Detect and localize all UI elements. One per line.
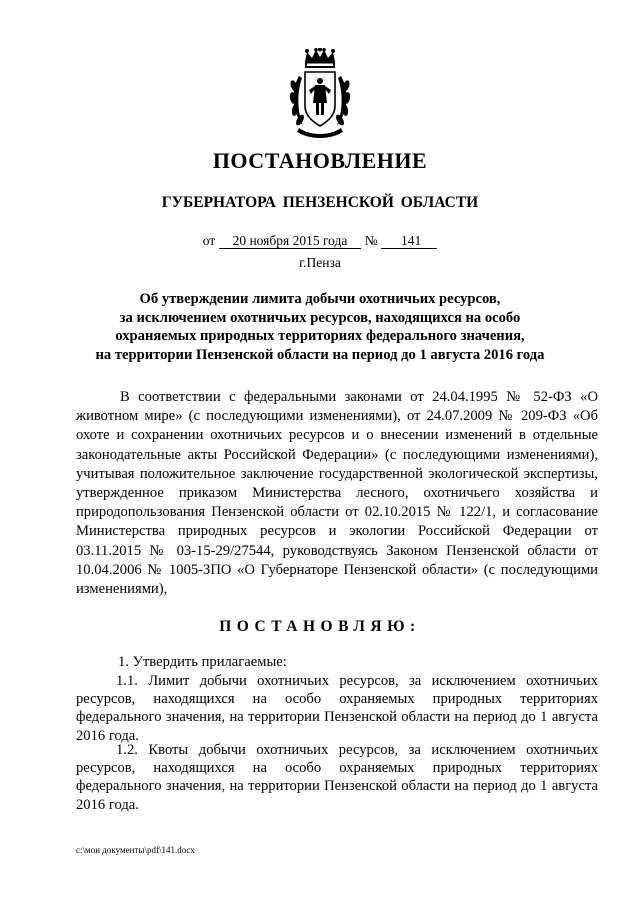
number-prefix: № bbox=[364, 233, 378, 248]
document-subtitle: ГУБЕРНАТОРА ПЕНЗЕНСКОЙ ОБЛАСТИ bbox=[161, 194, 479, 211]
document-number: 141 bbox=[381, 233, 437, 249]
footer-file-path: c:\мои документы\pdf\141.docx bbox=[76, 845, 195, 855]
heading-line: охраняемых природных территориях федерального значения, bbox=[115, 328, 525, 344]
document-heading bbox=[76, 290, 564, 364]
document-title: ПОСТАНОВЛЕНИЕ bbox=[212, 148, 428, 173]
date-prefix: от bbox=[202, 233, 216, 248]
heading-line: за исключением охотничьих ресурсов, находящихся на особо bbox=[119, 309, 521, 326]
coat-of-arms-icon bbox=[285, 48, 355, 140]
heading-line: на территории Пензенской области на период до 1 августа 2016 года bbox=[95, 346, 545, 363]
date-number-line bbox=[0, 233, 640, 249]
item-1-2: 1.2. Квоты добычи охотничьих ресурсов, за исключением охотничьих ресурсов, находящихся на особо охраняемых природных территориях федерального значения, на территории Пензенской области на период до 1 августа 2016 года. bbox=[76, 742, 598, 813]
document-date: 20 ноября 2015 года bbox=[219, 233, 362, 249]
item-1: 1. Утвердить прилагаемые: bbox=[118, 654, 287, 670]
decree-word: ПОСТАНОВЛЯЮ: bbox=[219, 618, 421, 635]
city-label: г.Пенза bbox=[299, 255, 341, 270]
heading-line: Об утверждении лимита добычи охотничьих ресурсов, bbox=[139, 291, 501, 307]
preamble-paragraph: В соответствии с федеральными законами от 24.04.1995 № 52-ФЗ «О животном мире» (с последующими изменениями), от 24.07.2009 № 209-ФЗ «Об охоте и сохранении охотничьих ресурсов и о внесении изменений в отдельные законодательные акты Российской Федерации» (с последующими изменениями), учитывая положительное заключение государственной экологической экспертизы, утвержденное приказом Министерства лесного, охотничьего хозяйства и природопользования Пензенской области от 02.10.2015 № 122/1, и согласование Министерства природных ресурсов и экологии Российской Федерации от 03.11.2015 № 03-15-29/27544, руководствуясь Законом Пензенской области от 10.04.2006 № 1005-ЗПО «О Губернаторе Пензенской области» (с последующими изменениями), bbox=[76, 389, 598, 598]
item-1-1: 1.1. Лимит добычи охотничьих ресурсов, за исключением охотничьих ресурсов, находящихся на особо охраняемых природных территориях федерального значения, на территории Пензенской области на период до 1 августа 2016 года. bbox=[76, 673, 598, 744]
